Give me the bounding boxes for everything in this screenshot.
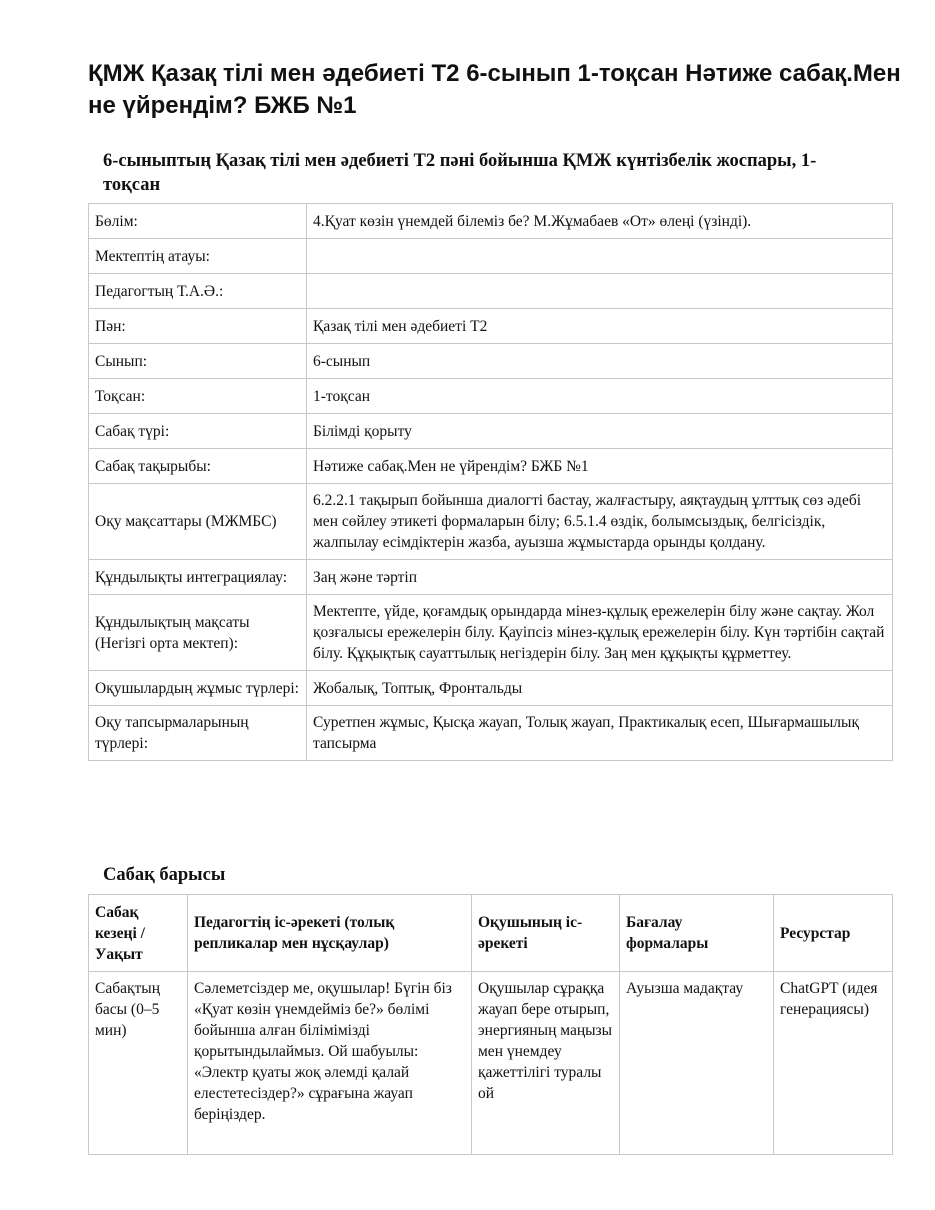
info-label: Пән: bbox=[89, 309, 307, 344]
table-row bbox=[89, 204, 893, 239]
assessment-cell: Ауызша мадақтау bbox=[620, 972, 774, 1155]
student-activity-cell: Оқушылар сұраққа жауап бере отырып, энергияның маңызы мен үнемдеу қажеттілігі туралы ой bbox=[472, 972, 620, 1155]
info-label: Мектептің атауы: bbox=[89, 239, 307, 274]
table-row bbox=[89, 274, 893, 309]
info-value: Қазақ тілі мен әдебиеті Т2 bbox=[307, 309, 893, 344]
info-label: Құндылықтың мақсаты (Негізгі орта мектеп): bbox=[89, 595, 307, 671]
teacher-activity-cell: Сәлеметсіздер ме, оқушылар! Бүгін біз «Қуат көзін үнемдейміз бе?» бөлімі бойынша алған білімімізді қорытындылаймыз. Ой шабуылы: «Электр қуаты жоқ әлемді қалай елестетесіздер?» сұрағына жауап беріңіздер. bbox=[188, 972, 472, 1155]
info-value: 1-тоқсан bbox=[307, 379, 893, 414]
table-row bbox=[89, 449, 893, 484]
lesson-info-table bbox=[88, 203, 893, 761]
table-row bbox=[89, 309, 893, 344]
info-label: Оқу мақсаттары (МЖМБС) bbox=[89, 484, 307, 560]
info-label: Сынып: bbox=[89, 344, 307, 379]
column-header-stage: Сабақ кезеңі / Уақыт bbox=[89, 895, 188, 972]
info-value bbox=[307, 239, 893, 274]
table-row bbox=[89, 560, 893, 595]
info-label: Бөлім: bbox=[89, 204, 307, 239]
table-row bbox=[89, 239, 893, 274]
info-value: 4.Қуат көзін үнемдей білеміз бе? М.Жұмабаев «От» өлеңі (үзінді). bbox=[307, 204, 893, 239]
info-label: Құндылықты интеграциялау: bbox=[89, 560, 307, 595]
column-header-assessment: Бағалау формалары bbox=[620, 895, 774, 972]
info-value: Жобалық, Топтық, Фронтальды bbox=[307, 671, 893, 706]
column-header-teacher: Педагогтің іс-әрекеті (толық репликалар мен нұсқаулар) bbox=[188, 895, 472, 972]
document-title: ҚМЖ Қазақ тілі мен әдебиеті Т2 6-сынып 1-тоқсан Нәтиже сабақ.Мен не үйрендім? БЖБ №1 bbox=[88, 60, 901, 119]
info-label: Сабақ тақырыбы: bbox=[89, 449, 307, 484]
info-value: 6-сынып bbox=[307, 344, 893, 379]
info-value: Білімді қорыту bbox=[307, 414, 893, 449]
table-row bbox=[89, 671, 893, 706]
table-row bbox=[89, 414, 893, 449]
info-label: Оқу тапсырмаларының түрлері: bbox=[89, 706, 307, 761]
table-row bbox=[89, 972, 893, 1155]
table-row bbox=[89, 344, 893, 379]
resources-cell: ChatGPT (идея генерациясы) bbox=[774, 972, 893, 1155]
info-label: Педагогтың Т.А.Ә.: bbox=[89, 274, 307, 309]
table-row bbox=[89, 379, 893, 414]
info-label: Оқушылардың жұмыс түрлері: bbox=[89, 671, 307, 706]
column-header-resources: Ресурстар bbox=[774, 895, 893, 972]
info-label: Сабақ түрі: bbox=[89, 414, 307, 449]
info-value: 6.2.2.1 тақырып бойынша диалогті бастау, жалғастыру, аяқтаудың ұлттық сөз әдебі мен сөйлеу этикеті формаларын білу; 6.5.1.4 өздік, болымсыздық, белгісіздік, жалпылау есімдіктерін жазба, ауызша жұмыстарда орынды қолдану. bbox=[307, 484, 893, 560]
info-value: Заң және тәртіп bbox=[307, 560, 893, 595]
plan-heading: 6-сыныптың Қазақ тілі мен әдебиеті Т2 пәні бойынша ҚМЖ күнтізбелік жоспары, 1-тоқсан bbox=[103, 151, 817, 195]
info-value: Мектепте, үйде, қоғамдық орындарда мінез-құлық ережелерін білу және сақтау. Жол қозғалысы ережелерін білу. Қауіпсіз мінез-құлық ережелерін білу. Күн тәртібін сақтай білу. Құқықтық сауаттылық негіздерін білу. Заң мен құқықты құрметтеу. bbox=[307, 595, 893, 671]
table-row bbox=[89, 595, 893, 671]
lesson-flow-heading: Сабақ барысы bbox=[103, 865, 226, 885]
lesson-flow-table bbox=[88, 894, 893, 1155]
info-value bbox=[307, 274, 893, 309]
table-row bbox=[89, 484, 893, 560]
stage-cell: Сабақтың басы (0–5 мин) bbox=[89, 972, 188, 1155]
info-value: Суретпен жұмыс, Қысқа жауап, Толық жауап, Практикалық есеп, Шығармашылық тапсырма bbox=[307, 706, 893, 761]
table-row bbox=[89, 706, 893, 761]
info-label: Тоқсан: bbox=[89, 379, 307, 414]
column-header-student: Оқушының іс-әрекеті bbox=[472, 895, 620, 972]
table-header-row bbox=[89, 895, 893, 972]
info-value: Нәтиже сабақ.Мен не үйрендім? БЖБ №1 bbox=[307, 449, 893, 484]
